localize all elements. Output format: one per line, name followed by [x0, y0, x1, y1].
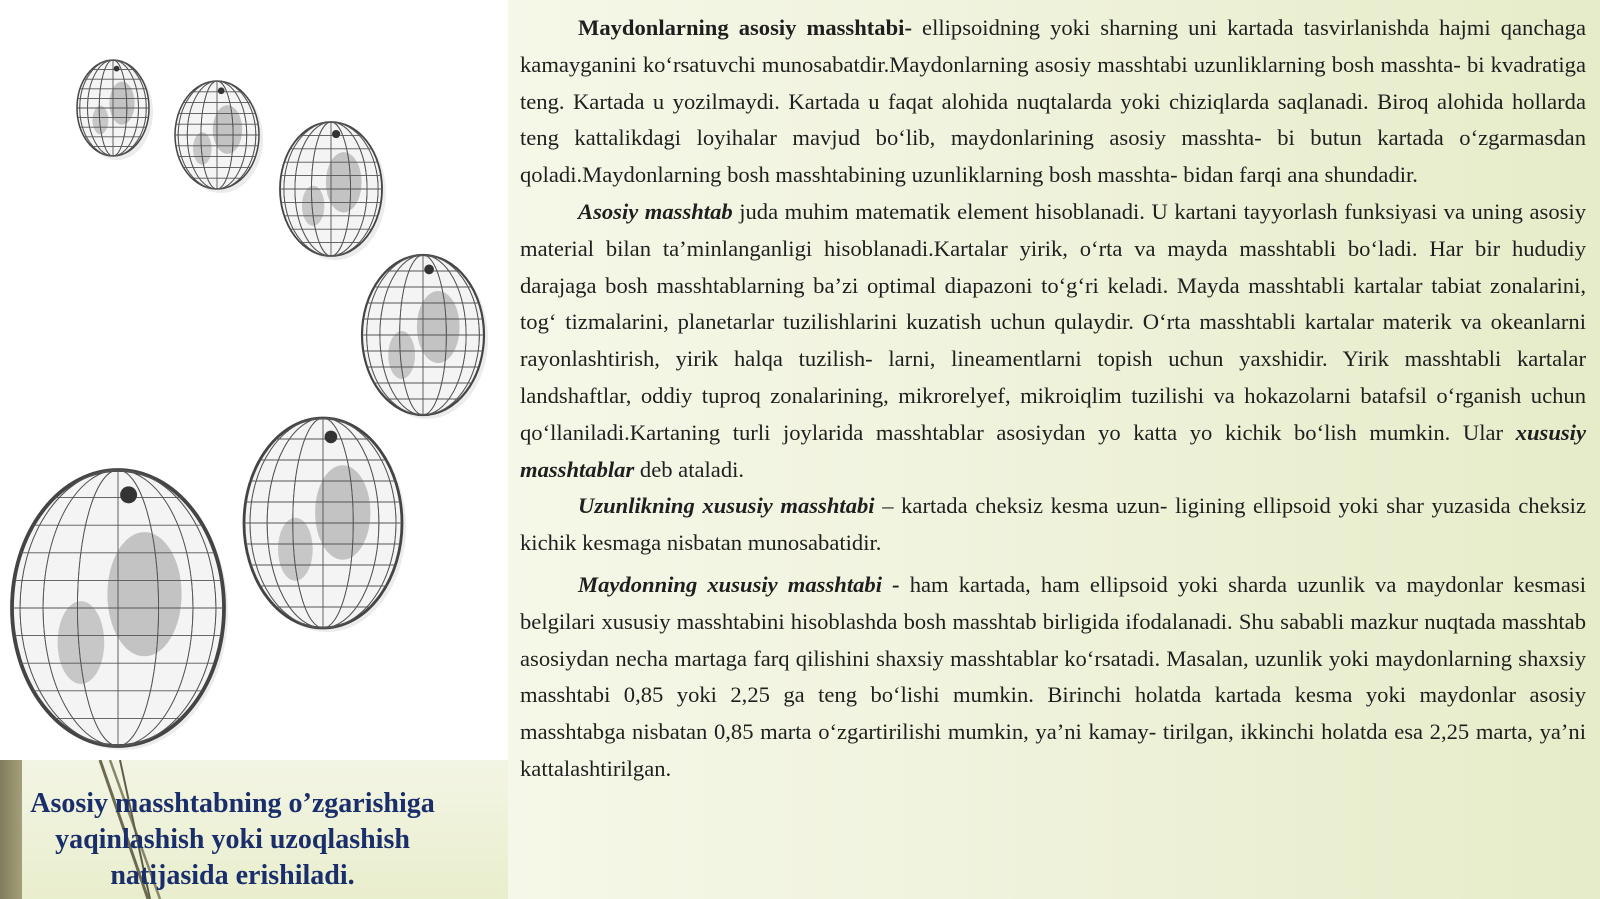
globe-icon [77, 60, 153, 160]
term: Maydonlarning asosiy masshtabi- [578, 15, 912, 40]
caption-box [0, 760, 508, 899]
body-text [520, 10, 1586, 788]
caption-line: natijasida erishiladi. [110, 860, 355, 891]
paragraph-text: deb ataladi. [634, 456, 745, 482]
globes-illustration [0, 0, 508, 760]
globe-icon [175, 81, 263, 193]
term: xususiy masshtablar [520, 419, 1586, 482]
paragraph-text: ham kartada, ham ellipsoid yoki sharda uzunlik va maydonlar kesmasi belgilari xususiy masshtabini hisoblashda bosh masshtab birligida ifodalanadi. Shu sababli mazkur nuqtada masshtab asosiydan necha martaga farq qilishini shaxsiy masshtablar ko‘rsatadi. Masalan, uzunlik yoki maydonlarning shaxsiy masshtabi 0,85 yoki 2,25 ga teng bo‘lishi mumkin. Birinchi holatda kartada kesma yoki maydonlar asosiy masshtabga nisbatan 0,85 marta o‘zgartirilishi mumkin, ya’ni kamay- tirilgan, ikkinchi holatda esa 2,25 marta, ya’ni kattalashtirilgan. [520, 571, 1586, 781]
globe-icon [280, 122, 386, 260]
caption-line: yaqinlashish yoki uzoqlashish [55, 824, 410, 855]
paragraph-3 [520, 488, 1586, 562]
globe-icon [12, 470, 228, 750]
term: Maydonning xususiy masshtabi - [578, 571, 900, 597]
paragraph-text: juda muhim matematik element hisoblanadi. U kartani tayyorlash funksiyasi va uning asosiy material bilan ta’minlanganligi hisoblanadi.Kartalar yirik, o‘rta va mayda masshtabli bo‘ladi. Har bir hududiy darajaga bosh masshtablarning ba’zi optimal diapazoni to‘g‘ri keladi. Mayda masshtabli kartalar tabiat zonalarini, tog‘ tizmalarini, planetarlar tuzilishlarini kuzatish uchun qulaydir. O‘rta masshtabli kartalar materik va okeanlarni rayonlashtirish, yirik halqa tuzilish- larni, lineamentlarni topish uchun yaxshidir. Yirik masshtabli kartalar landshaftlar, oddiy tuproq zonalarining, mikrorelyef, mikroiqlim tuzilishi va hokazolarni batafsil o‘rganish uchun qo‘llaniladi.Kartaning turli joylarida masshtablar asosiydan yo katta yo kichik bo‘lish mumkin. Ular [520, 198, 1586, 445]
caption-text [0, 786, 465, 894]
paragraph-4 [520, 567, 1586, 788]
paragraph-1 [520, 10, 1586, 194]
paragraph-text: – kartada cheksiz kesma uzun- ligining ellipsoid yoki shar yuzasida cheksiz kichik kesmaga nisbatan munosabatidir. [520, 493, 1586, 556]
term: Uzunlikning xususiy masshtabi [578, 493, 875, 519]
globe-icon [362, 255, 488, 419]
paragraph-2 [520, 194, 1586, 488]
illustration-panel [0, 0, 508, 760]
term: Asosiy masshtab [578, 198, 733, 224]
paragraph-text: ellipsoidning yoki sharning uni kartada tasvirlanishda hajmi qanchaga kamayganini ko‘rsatuvchi munosabatdir.Maydonlarning asosiy masshtabi uzunliklarning bosh masshta- bi kvadratiga teng. Kartada u yozilmaydi. Kartada u faqat alohida nuqtalarda yoki chiziqlarda saqlanadi. Biroq alohida hollarda teng kattalikdagi loyihalar mavjud bo‘lib, maydonlarining asosiy masshta- bi butun kartada o‘zgarmasdan qoladi.Maydonlarning bosh masshtabining uzunliklarning bosh masshta- bidan farqi ana shundadir. [520, 15, 1586, 188]
caption-line: Asosiy masshtabning o’zgarishiga [30, 788, 435, 819]
globe-icon [244, 418, 406, 632]
